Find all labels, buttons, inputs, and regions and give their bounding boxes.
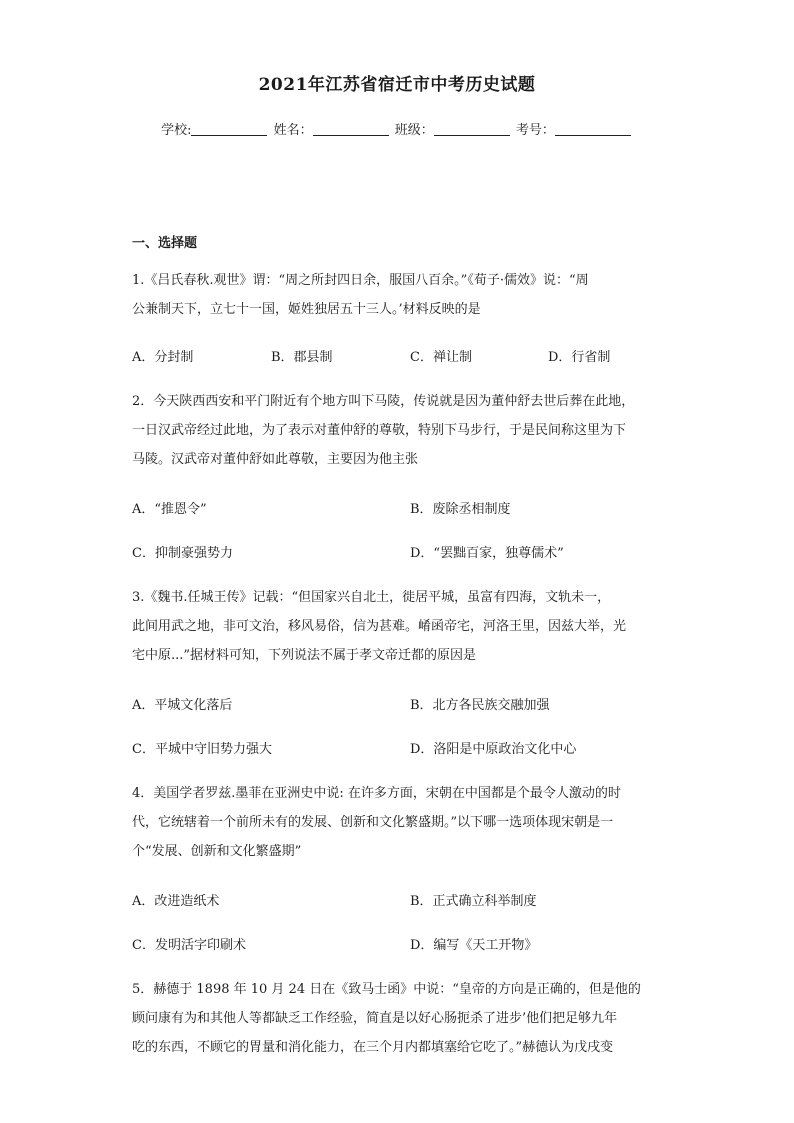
question-1-option-a[interactable]: A．分封制 [132,350,194,365]
question-1-option-d[interactable]: D．行省制 [548,350,611,365]
question-3-option-c[interactable]: C．平城中守旧势力强大 [132,742,272,757]
question-line: 吃的东西，不顾它的胃量和消化能力，在三个月内都填塞给它吃了。”赫德认为戊戌变 [132,1040,614,1055]
exam-number-blank[interactable] [555,135,631,136]
question-line: 代，它统辖着一个前所未有的发展、创新和文化繁盛期。”以下哪一选项体现宋朝是一 [132,815,614,830]
question-2-option-d[interactable]: D．“罢黜百家，独尊儒术” [410,546,564,561]
page-title: 2021年江苏省宿迁市中考历史试题 [258,75,536,95]
question-line: 一日汉武帝经过此地，为了表示对董仲舒的尊敬，特别下马步行，于是民间称这里为下 [132,423,627,438]
question-3-option-d[interactable]: D．洛阳是中原政治文化中心 [410,742,577,757]
question-1-option-b[interactable]: B．郡县制 [271,350,333,365]
school-blank[interactable] [191,135,267,136]
question-line: 此间用武之地，非可文治，移风易俗，信为甚难。崤函帝宅，河洛王里，因兹大举，光 [132,619,627,634]
question-3-text [132,583,662,670]
question-line: 2．今天陕西西安和平门附近有个地方叫下马陵，传说就是因为董仲舒去世后葬在此地， [132,394,635,409]
question-line: 马陵。汉武帝对董仲舒如此尊敬，主要因为他主张 [132,452,419,467]
exam-number-label: 考号： [515,123,555,138]
class-label: 班级： [394,123,434,138]
student-info-row [0,119,794,138]
name-label: 姓名： [273,123,313,138]
question-3-option-a[interactable]: A．平城文化落后 [132,698,233,713]
question-line: 3.《魏书.任城王传》记载：“但国家兴自北土，徙居平城，虽富有四海，文轨未一， [132,590,611,605]
question-4-text [132,779,662,866]
question-line: 4．美国学者罗兹.墨菲在亚洲史中说: 在许多方面，宋朝在中国都是个最令人激动的时 [132,786,621,801]
question-2-option-b[interactable]: B．废除丞相制度 [410,502,511,517]
question-4-option-c[interactable]: C．发明活字印刷术 [132,938,246,953]
question-4-option-b[interactable]: B．正式确立科举制度 [410,894,537,909]
question-4-option-a[interactable]: A．改进造纸术 [132,894,220,909]
question-line: 公兼制天下，立七十一国，姬姓独居五十三人。’材料反映的是 [132,302,481,317]
question-line: 5．赫德于 1898 年 10 月 24 日在《致马士函》中说：“皇帝的方向是正确的，但是他的 [132,982,641,997]
question-5-text [132,975,662,1062]
question-2-option-a[interactable]: A．“推恩令” [132,502,207,517]
question-line: 个“发展、创新和文化繁盛期” [132,844,302,859]
question-4-option-d[interactable]: D．编写《天工开物》 [410,938,538,953]
question-2-option-c[interactable]: C．抑制豪强势力 [132,546,233,561]
school-label: 学校: [161,123,192,138]
question-1-text [132,266,662,324]
class-blank[interactable] [434,135,510,136]
question-line: 宅中原...”据材料可知，下列说法不属于孝文帝迁都的原因是 [132,648,477,663]
question-1-option-c[interactable]: C．禅让制 [410,350,472,365]
question-line: 1.《吕氏春秋.观世》谓：“周之所封四日余，服国八百余。”《荀子·儒效》说：“周 [132,273,589,288]
name-blank[interactable] [313,135,389,136]
section-heading: 一、选择题 [132,236,198,251]
question-3-option-b[interactable]: B．北方各民族交融加强 [410,698,550,713]
question-line: 顾问康有为和其他人等都缺乏工作经验，简直是以好心肠扼杀了进步’他们把足够九年 [132,1011,618,1026]
question-2-text [132,387,662,474]
